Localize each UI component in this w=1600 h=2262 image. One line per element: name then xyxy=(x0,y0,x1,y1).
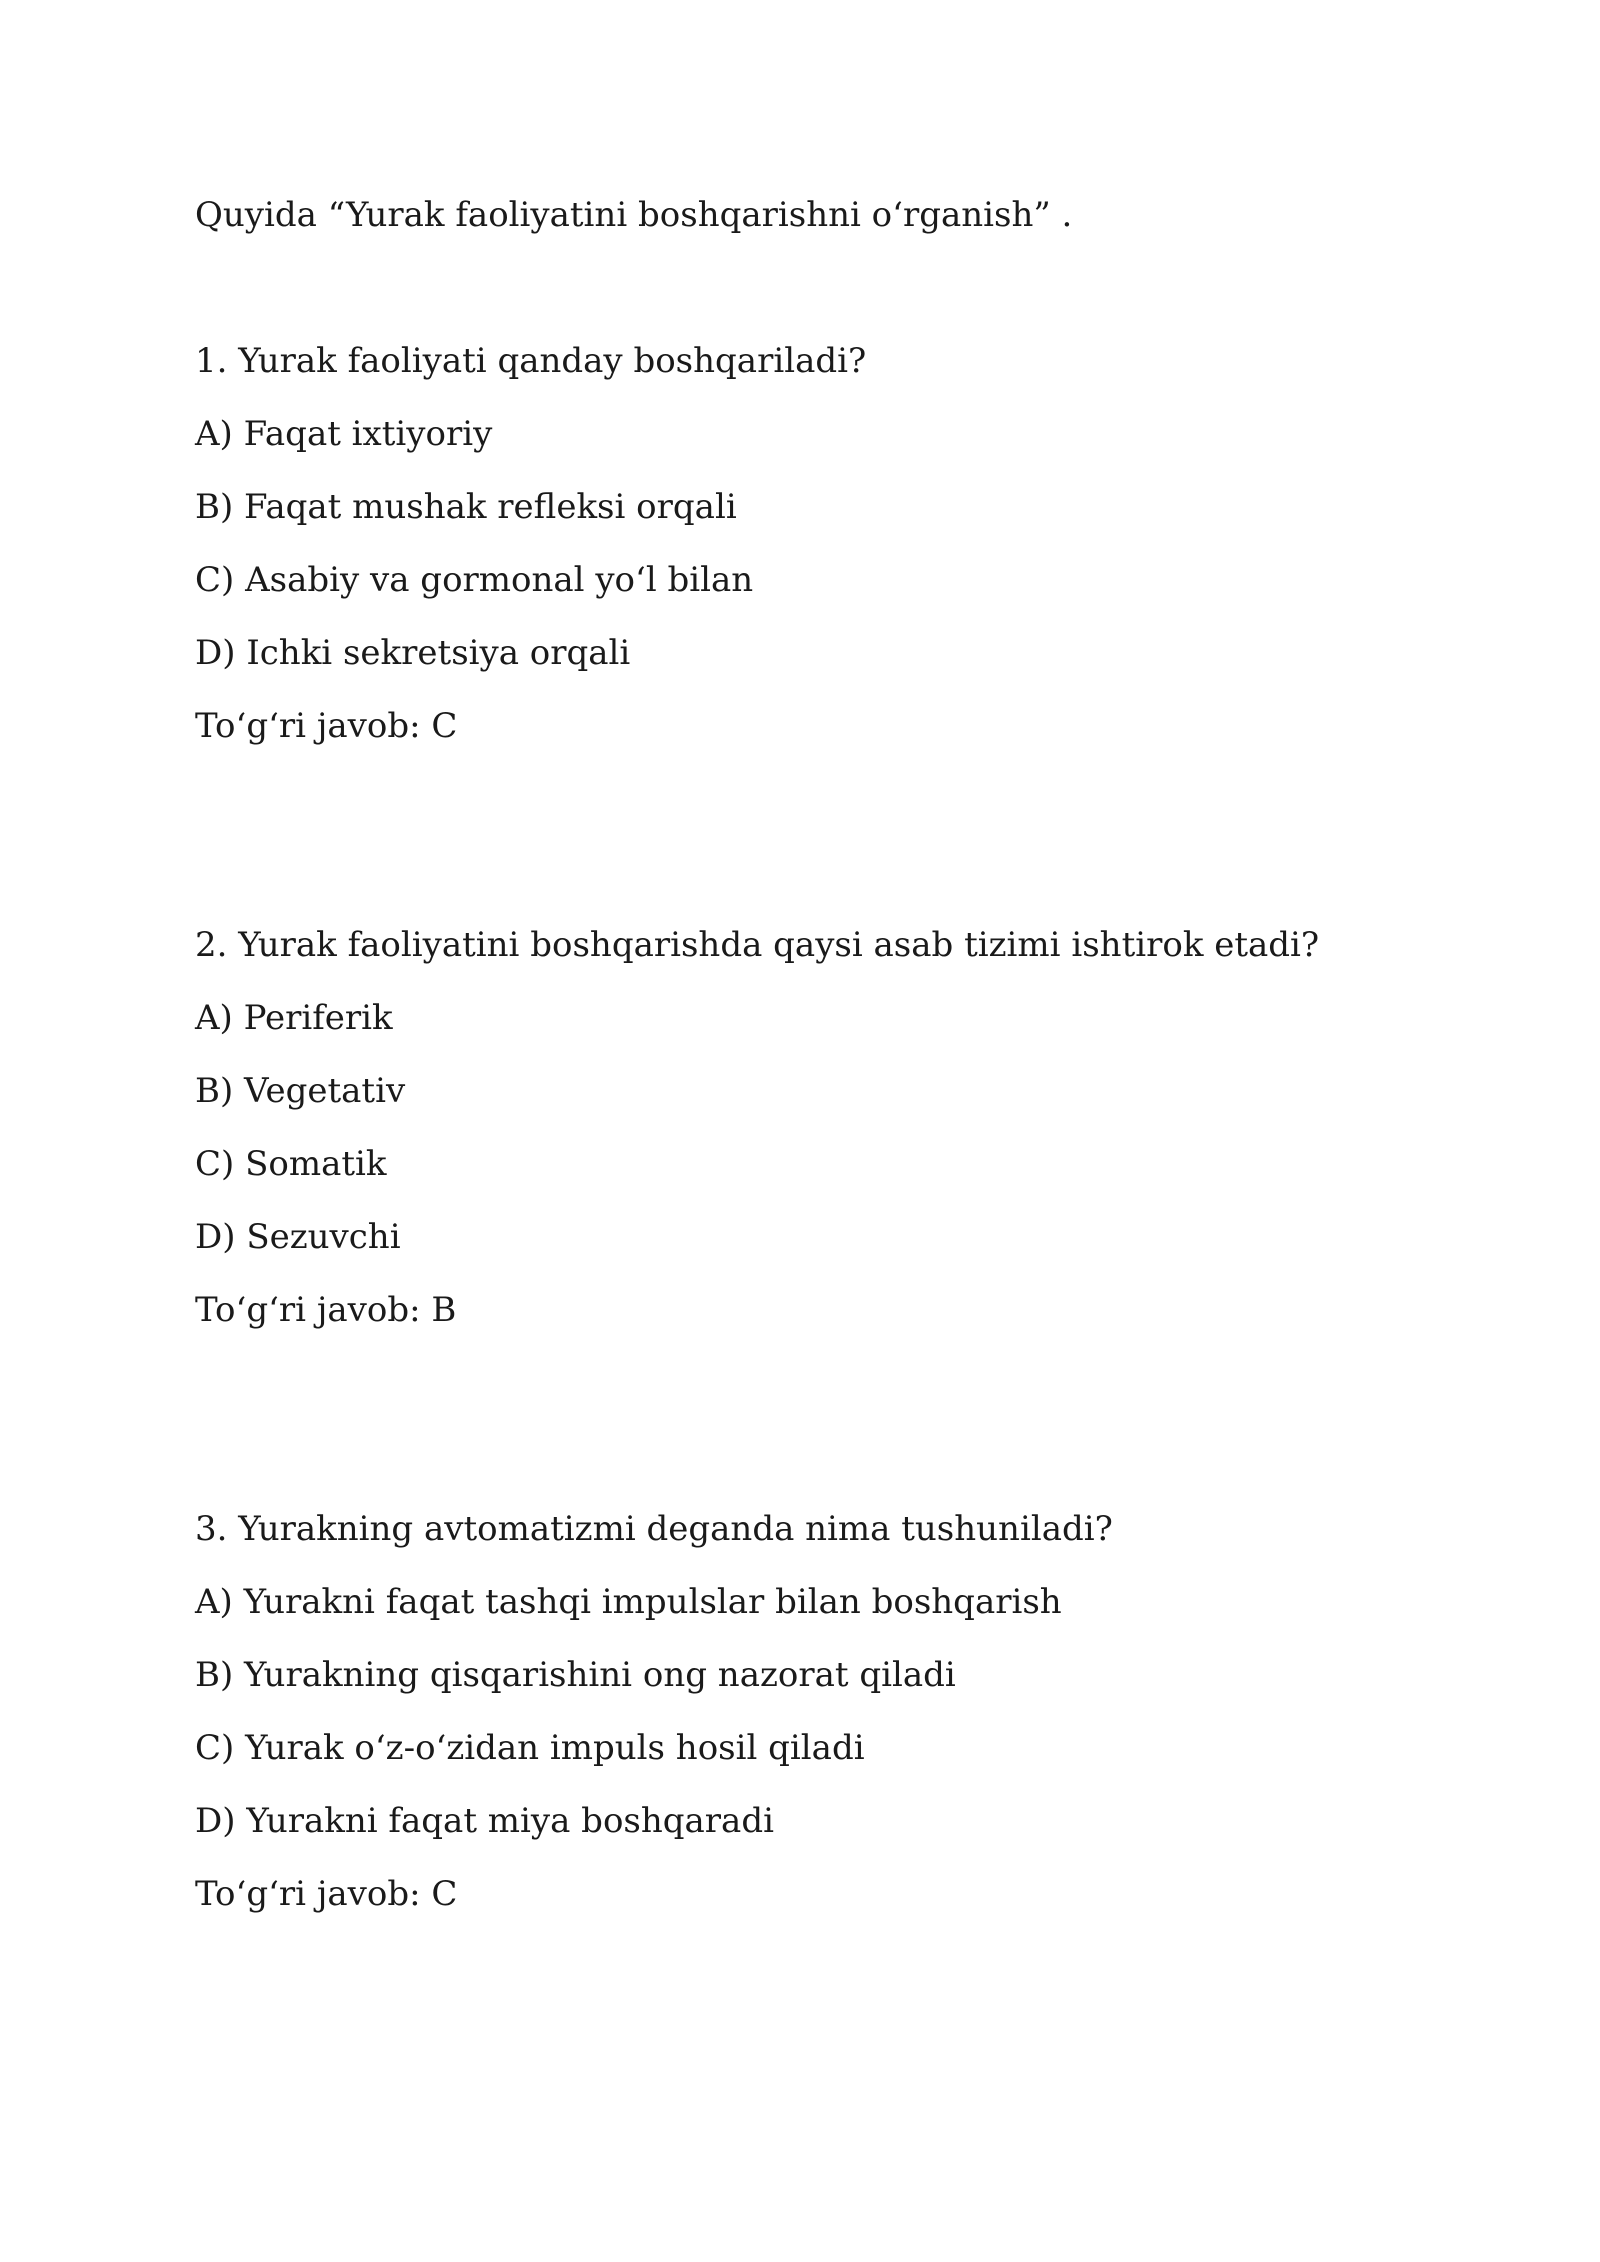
correct-answer: To‘g‘ri javob: B xyxy=(195,1290,457,1330)
option-list xyxy=(195,414,1445,673)
option-d: D) Yurakni faqat miya boshqaradi xyxy=(195,1801,774,1841)
option-list xyxy=(195,1582,1445,1841)
question-1 xyxy=(195,341,1445,746)
question-3 xyxy=(195,1509,1445,1914)
option-c: C) Asabiy va gormonal yo‘l bilan xyxy=(195,560,754,600)
correct-answer: To‘g‘ri javob: C xyxy=(195,1874,458,1914)
document-page xyxy=(195,195,1445,1914)
option-b: B) Vegetativ xyxy=(195,1071,406,1111)
correct-answer: To‘g‘ri javob: C xyxy=(195,706,458,746)
option-c: C) Yurak o‘z-o‘zidan impuls hosil qiladi xyxy=(195,1728,865,1768)
option-a: A) Periferik xyxy=(195,998,393,1038)
question-text: 3. Yurakning avtomatizmi deganda nima tushuniladi? xyxy=(195,1509,1113,1549)
option-a: A) Faqat ixtiyoriy xyxy=(195,414,493,454)
question-2 xyxy=(195,925,1445,1330)
option-c: C) Somatik xyxy=(195,1144,387,1184)
question-text: 1. Yurak faoliyati qanday boshqariladi? xyxy=(195,341,867,381)
option-d: D) Ichki sekretsiya orqali xyxy=(195,633,631,673)
document-intro: Quyida “Yurak faoliyatini boshqarishni o‘rganish” . xyxy=(195,195,1073,235)
option-b: B) Yurakning qisqarishini ong nazorat qiladi xyxy=(195,1655,956,1695)
option-list xyxy=(195,998,1445,1257)
option-d: D) Sezuvchi xyxy=(195,1217,401,1257)
option-a: A) Yurakni faqat tashqi impulslar bilan boshqarish xyxy=(195,1582,1062,1622)
question-text: 2. Yurak faoliyatini boshqarishda qaysi asab tizimi ishtirok etadi? xyxy=(195,925,1320,965)
option-b: B) Faqat mushak refleksi orqali xyxy=(195,487,737,527)
